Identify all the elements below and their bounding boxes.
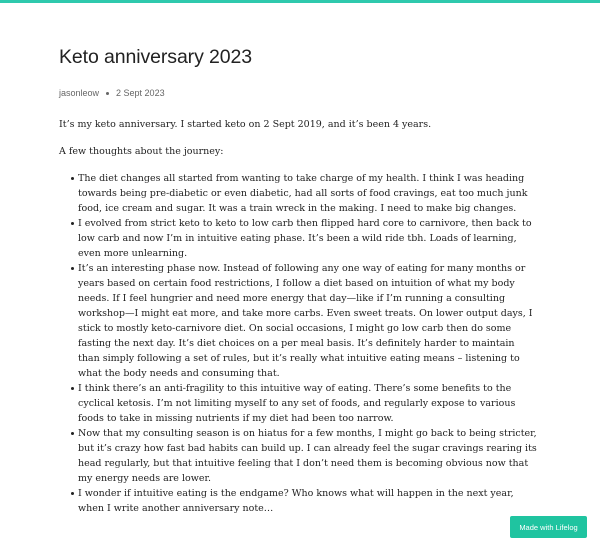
post-author[interactable]: jasonleow: [59, 88, 100, 98]
list-item: It’s an interesting phase now. Instead of following any one way of eating for many months or years based on certain food restrictions, I follow a diet based on intuition of what my body needs. If I feel hungrier and need more energy that day—like if I’m running a consulting workshop—I might eat more, and take more carbs. Even sweet treats. On lower output days, I stick to mostly keto-carnivore diet. On social occasions, I might go low carb then do some fasting the next day. It’s diet choices on a per meal basis. It’s definitely harder to maintain than simply following a set of rules, but it’s really what intuitive eating means – listening to what the body needs and consuming that.: [71, 261, 539, 381]
list-item: Now that my consulting season is on hiatus for a few months, I might go back to being stricter, but it’s crazy how fast bad habits can build up. I can already feel the sugar cravings rearing its head regularly, but that intuitive feeling that I don’t need them is becoming obvious now that my energy needs are lower.: [71, 426, 539, 486]
post-meta: [59, 87, 539, 99]
list-item: I wonder if intuitive eating is the endgame? Who knows what will happen in the next year, when I write another anniversary note…: [71, 486, 539, 516]
made-with-lifelog-button[interactable]: Made with Lifelog: [510, 516, 587, 538]
post-lead: A few thoughts about the journey:: [59, 146, 224, 157]
post-date: 2 Sept 2023: [116, 88, 165, 98]
list-item: The diet changes all started from wanting to take charge of my health. I think I was heading towards being pre-diabetic or even diabetic, had all sorts of food cravings, eat too much junk food, ice cream and sugar. It was a train wreck in the making. I need to make big changes.: [71, 171, 539, 216]
thoughts-list: [59, 171, 539, 516]
list-item: I evolved from strict keto to keto to low carb then flipped hard core to carnivore, then back to low carb and now I’m in intuitive eating phase. It’s been a wild ride tbh. Loads of learning, even more unlearning.: [71, 216, 539, 261]
post-intro: It’s my keto anniversary. I started keto on 2 Sept 2019, and it’s been 4 years.: [59, 119, 432, 130]
post-article: [59, 44, 539, 516]
post-body: [59, 117, 539, 516]
meta-separator-dot: [106, 92, 109, 95]
list-item: I think there’s an anti-fragility to this intuitive way of eating. There’s some benefits to the cyclical ketosis. I’m not limiting myself to any set of foods, and regularly expose to various foods to take in missing nutrients if my diet had been too narrow.: [71, 381, 539, 426]
post-title: Keto anniversary 2023: [59, 46, 253, 68]
top-accent-bar: [0, 0, 600, 3]
